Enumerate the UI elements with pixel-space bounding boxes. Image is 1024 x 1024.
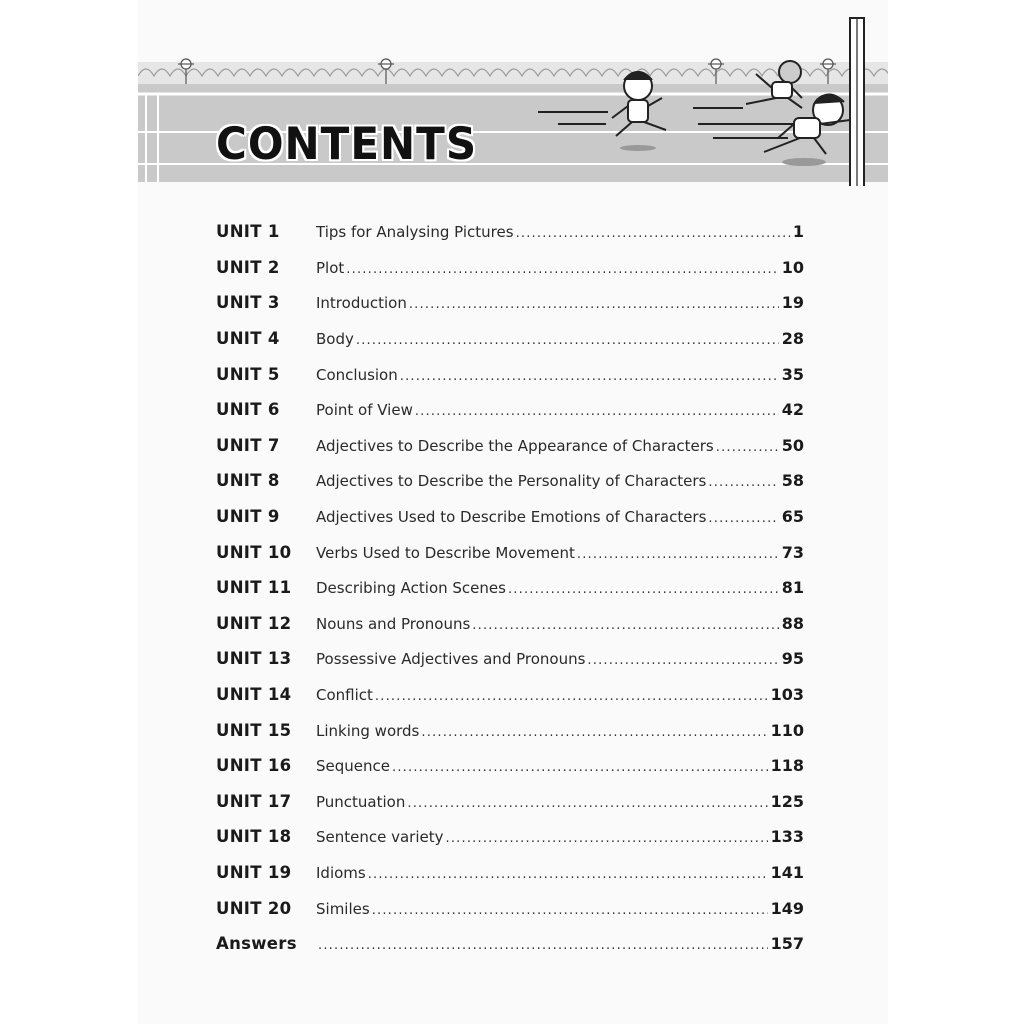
unit-title: Adjectives to Describe the Personality of Characters <box>316 472 707 491</box>
unit-label: UNIT 14 <box>216 685 292 705</box>
unit-label: Answers <box>216 934 297 954</box>
unit-title: Idioms <box>316 863 366 882</box>
dot-leader <box>375 689 768 704</box>
unit-label: UNIT 2 <box>216 257 280 277</box>
unit-title: Similes <box>316 899 370 918</box>
page-title: CONTENTS <box>216 118 478 170</box>
unit-label: UNIT 11 <box>216 578 292 598</box>
toc-row <box>216 356 804 392</box>
dot-leader <box>415 404 779 419</box>
unit-title: Describing Action Scenes <box>316 579 506 598</box>
toc-row <box>216 499 804 535</box>
page-number: 95 <box>781 649 804 669</box>
dot-leader <box>346 262 778 277</box>
toc-entry <box>316 293 804 312</box>
unit-label: UNIT 3 <box>216 293 280 313</box>
unit-label: UNIT 17 <box>216 791 292 811</box>
toc-entry <box>316 827 804 846</box>
unit-title: Introduction <box>316 294 407 313</box>
toc-entry <box>316 507 804 526</box>
toc-entry <box>316 614 804 633</box>
toc-entry <box>316 436 804 455</box>
toc-entry <box>316 471 804 490</box>
unit-label: UNIT 16 <box>216 756 292 776</box>
dot-leader <box>446 831 768 846</box>
page-number: 118 <box>770 756 804 776</box>
toc-entry <box>316 578 804 597</box>
toc-entry <box>316 792 804 811</box>
dot-leader <box>508 582 779 597</box>
finish-post <box>850 18 864 186</box>
unit-title: Sentence variety <box>316 828 444 847</box>
toc-row <box>216 748 804 784</box>
header-banner <box>138 14 888 186</box>
toc-row <box>216 321 804 357</box>
toc-row <box>216 641 804 677</box>
toc-entry <box>316 756 804 775</box>
table-of-contents <box>216 214 804 961</box>
unit-label: UNIT 5 <box>216 364 280 384</box>
dot-leader <box>400 369 779 384</box>
toc-row <box>216 392 804 428</box>
page-number: 88 <box>781 613 804 633</box>
dot-leader <box>409 297 779 312</box>
dot-leader <box>356 333 779 348</box>
dot-leader <box>368 867 768 882</box>
dot-leader <box>472 618 778 633</box>
toc-entry <box>316 400 804 419</box>
unit-label: UNIT 4 <box>216 329 280 349</box>
toc-entry <box>316 365 804 384</box>
unit-title: Conflict <box>316 686 373 705</box>
toc-row <box>216 428 804 464</box>
unit-title: Tips for Analysing Pictures <box>316 223 514 242</box>
toc-row <box>216 570 804 606</box>
dot-leader <box>372 903 768 918</box>
page-number: 133 <box>770 827 804 847</box>
unit-label: UNIT 7 <box>216 435 280 455</box>
toc-entry <box>316 222 804 241</box>
dot-leader <box>587 653 778 668</box>
unit-title: Adjectives to Describe the Appearance of Characters <box>316 436 714 455</box>
page-number: 58 <box>781 471 804 491</box>
page-number: 157 <box>770 934 804 954</box>
toc-row <box>216 819 804 855</box>
toc-row <box>216 712 804 748</box>
toc-entry <box>316 258 804 277</box>
toc-row <box>216 926 804 962</box>
dot-leader <box>421 725 767 740</box>
toc-entry <box>316 899 804 918</box>
dot-leader <box>716 440 779 455</box>
dot-leader <box>708 511 778 526</box>
page-number: 149 <box>770 898 804 918</box>
toc-entry <box>316 685 804 704</box>
page-number: 125 <box>770 791 804 811</box>
unit-label: UNIT 18 <box>216 827 292 847</box>
unit-label: UNIT 6 <box>216 400 280 420</box>
page-number: 10 <box>781 257 804 277</box>
toc-entry <box>316 329 804 348</box>
unit-label: UNIT 13 <box>216 649 292 669</box>
unit-title: Body <box>316 330 354 349</box>
toc-row <box>216 534 804 570</box>
unit-title: Verbs Used to Describe Movement <box>316 543 575 562</box>
toc-row <box>216 677 804 713</box>
unit-title: Possessive Adjectives and Pronouns <box>316 650 586 669</box>
unit-title: Conclusion <box>316 365 398 384</box>
toc-row <box>216 784 804 820</box>
unit-label: UNIT 10 <box>216 542 292 562</box>
toc-row <box>216 285 804 321</box>
dot-leader <box>708 475 778 490</box>
page-number: 50 <box>781 435 804 455</box>
unit-label: UNIT 15 <box>216 720 292 740</box>
page-number: 28 <box>781 329 804 349</box>
toc-row <box>216 463 804 499</box>
unit-title: Sequence <box>316 757 390 776</box>
crowd-strip <box>138 59 888 84</box>
toc-row <box>216 855 804 891</box>
page-number: 73 <box>781 542 804 562</box>
unit-title: Punctuation <box>316 792 406 811</box>
unit-label: UNIT 9 <box>216 507 280 527</box>
toc-entry <box>316 543 804 562</box>
page-number: 110 <box>770 720 804 740</box>
page-number: 19 <box>781 293 804 313</box>
toc-entry <box>316 721 804 740</box>
dot-leader <box>516 226 790 241</box>
page-number: 81 <box>781 578 804 598</box>
page-number: 42 <box>781 400 804 420</box>
page-number: 103 <box>770 685 804 705</box>
unit-title: Plot <box>316 258 345 277</box>
toc-row <box>216 250 804 286</box>
unit-label: UNIT 19 <box>216 862 292 882</box>
unit-title: Adjectives Used to Describe Emotions of Characters <box>316 508 707 527</box>
unit-title: Linking words <box>316 721 420 740</box>
unit-label: UNIT 20 <box>216 898 292 918</box>
unit-label: UNIT 12 <box>216 613 292 633</box>
toc-entry <box>316 934 804 953</box>
dot-leader <box>407 796 767 811</box>
toc-entry <box>316 649 804 668</box>
page-number: 141 <box>770 862 804 882</box>
dot-leader <box>392 760 768 775</box>
dot-leader <box>577 547 779 562</box>
unit-label: UNIT 1 <box>216 222 280 242</box>
page-number: 1 <box>792 222 804 242</box>
page-number: 65 <box>781 507 804 527</box>
toc-entry <box>316 863 804 882</box>
unit-title: Nouns and Pronouns <box>316 614 471 633</box>
toc-row <box>216 214 804 250</box>
dot-leader <box>318 938 768 953</box>
toc-row <box>216 606 804 642</box>
unit-label: UNIT 8 <box>216 471 280 491</box>
unit-title: Point of View <box>316 401 413 420</box>
page-number: 35 <box>781 364 804 384</box>
toc-row <box>216 890 804 926</box>
